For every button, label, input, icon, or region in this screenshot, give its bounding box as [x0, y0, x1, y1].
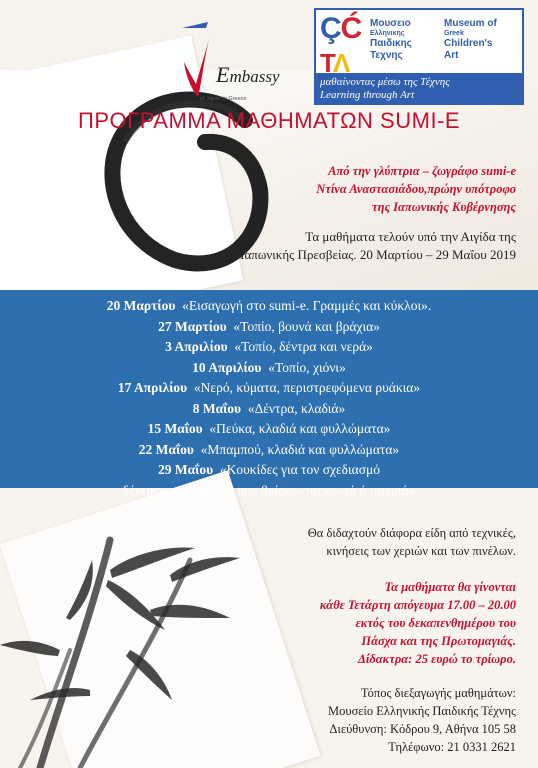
schedule-item: 27 Μαρτίου «Τοπίο, βουνά και βράχια» — [158, 318, 380, 334]
museum-tagline-english: Learning through Art — [320, 89, 415, 101]
aegis-note: Τα μαθήματα τελούν υπό την Αιγίδα της Ιαπωνικής Πρεσβείας. 20 Μαρτίου – 29 Μαΐου 2019 — [240, 229, 516, 262]
embassy-title: Embassy — [216, 62, 280, 87]
schedule-item: 8 Μαΐου «Δέντρα, κλαδιά» — [192, 400, 346, 416]
museum-tagline-greek: μαθαίνοντας μέσω της Τέχνης — [320, 76, 450, 88]
techniques-note: Θα διδαχτούν διάφορα είδη από τεχνικές, κινήσεις των χεριών και των πινέλων. — [307, 526, 516, 558]
schedule-item: 22 Μαΐου «Μπαμπού, κλαδιά και φυλλώματα» — [138, 441, 400, 457]
venue-info: Τόπος διεξαγωγής μαθημάτων: Μουσείο Ελληνικής Παιδικής Τέχνης Διεύθυνση: Κόδρου 9, Αθήνα 105 58 Τηλέφωνο: 21 0331 2621 — [328, 686, 516, 754]
page-title: ΠΡΟΓΡΑΜΜΑ ΜΑΘΗΜΑΤΩΝ SUMI-E — [77, 108, 461, 133]
embassy-v-mark-icon — [180, 22, 220, 102]
museum-glyph-mark: ÇĆ ΤΛ — [320, 12, 362, 78]
embassy-subtitle: of Japan in Greece — [200, 96, 247, 102]
schedule-item: 10 Απριλίου «Τοπίο, χιόνι» — [192, 359, 346, 375]
bamboo-ink-painting — [0, 500, 270, 768]
museum-name-greek: Μουσειο Ελληνικης Παιδικης Τεχνης — [370, 18, 412, 61]
museum-logo — [314, 8, 524, 105]
schedule-item: 3 Απριλίου «Τοπίο, δέντρα και νερά» — [165, 339, 373, 354]
instructor-intro: Από την γλύπτρια – ζωγράφο sumi-e Ντίνα Αναστασιάδου,πρώην υπότροφο της Ιαπωνικής Κυβέρνησης — [316, 164, 516, 214]
museum-logo-panel — [316, 10, 522, 78]
timing-note: Τα μαθήματα θα γίνονται κάθε Τετάρτη απόγευμα 17.00 – 20.00 εκτός του δεκαπενθημέρου του Πάσχα και της Πρωτομαγιάς. Δίδακτρα: 25 ευρώ το τρίωρο. — [319, 580, 516, 666]
schedule-item-continuation: δέντρων και θάμνων που βρίσκονται κοντά ή μακριά» — [122, 482, 416, 498]
schedule-item: 17 Απριλίου «Νερό, κύματα, περιστρεφόμενα ρυάκια» — [117, 380, 421, 395]
schedule-item: 29 Μαΐου «Κουκίδες για τον σχεδιασμό — [158, 462, 380, 477]
schedule-item: 20 Μαρτίου «Εισαγωγή στο sumi-e. Γραμμές και κύκλοι». — [106, 298, 432, 313]
museum-name-english: Museum of Greek Children's Art — [444, 18, 497, 61]
embassy-logo — [180, 22, 290, 102]
schedule-item: 15 Μαΐου «Πεύκα, κλαδιά και φυλλώματα» — [147, 421, 391, 436]
lesson-schedule — [0, 296, 538, 501]
